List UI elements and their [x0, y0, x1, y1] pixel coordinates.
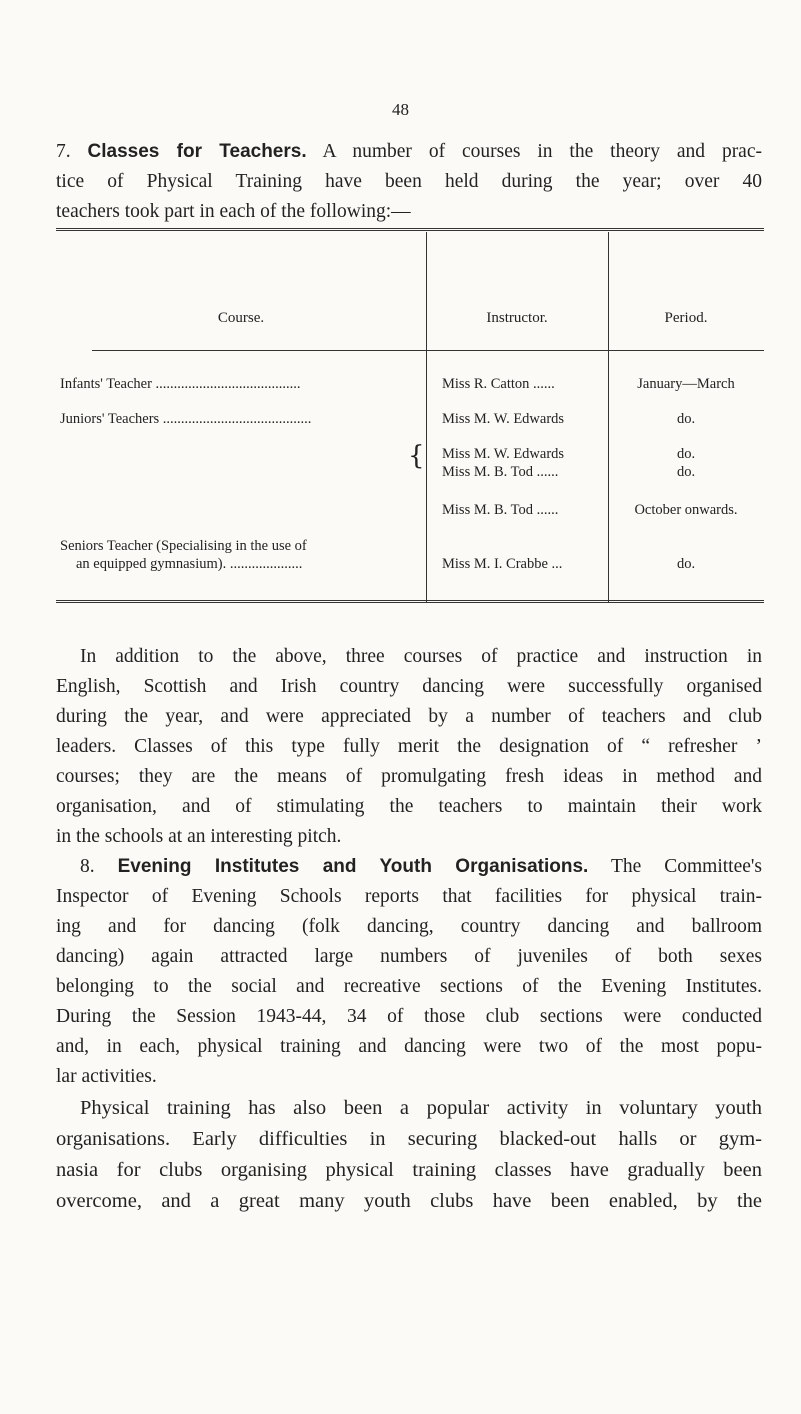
paragraph-line: in the schools at an interesting pitch. [56, 826, 342, 847]
intro-line: tice of Physical Training have been held during the year; over 40 [56, 171, 762, 192]
section-7-intro [56, 137, 762, 227]
section-8-number: 8. [80, 856, 95, 877]
paragraph-line: organisations. Early difficulties in securing blacked-out halls or gym- [56, 1128, 762, 1150]
intro-line: A number of courses in the theory and prac- [322, 141, 762, 162]
table-column-divider [426, 232, 427, 602]
section-7-first-line [56, 137, 762, 167]
section-8-heading: Evening Institutes and Youth Organisations. [117, 856, 589, 877]
section-7-heading: Classes for Teachers. [87, 141, 307, 162]
paragraph-line: nasia for clubs organising physical training classes have gradually been [56, 1159, 762, 1181]
table-row-instructor: Miss M. W. Edwards [442, 411, 565, 427]
table-row-period: January—March [637, 376, 735, 392]
paragraph-line: overcome, and a great many youth clubs have been enabled, by the [56, 1190, 762, 1212]
table-row-instructor: Miss M. B. Tod ...... [442, 502, 559, 518]
table-row-period: do. [676, 411, 696, 427]
table-row-instructor: Miss M. B. Tod ...... [442, 464, 559, 480]
section-8-first-line [56, 852, 762, 882]
youth-paragraph [56, 1093, 762, 1217]
table-bottom-rule [56, 600, 764, 603]
section-7-number: 7. [56, 141, 71, 162]
paragraph-line: and, in each, physical training and dancing were two of the most popu- [56, 1036, 762, 1057]
table-row-course: Infants' Teacher ........................................ [60, 376, 301, 392]
table-row-course: Juniors' Teachers ......................................... [60, 411, 312, 427]
table-row-period: do. [676, 464, 696, 480]
table-row-period: October onwards. [634, 502, 738, 518]
paragraph-line: Physical training has also been a popular activity in voluntary youth [80, 1097, 762, 1119]
table-row-period: do. [676, 446, 696, 462]
table-top-rule [56, 228, 764, 231]
table-row-instructor: Miss M. I. Crabbe ... [442, 556, 563, 572]
paragraph-line: English, Scottish and Irish country dancing were successfully organised [56, 676, 762, 697]
header-course: Course. [217, 310, 265, 326]
page-number: 48 [392, 100, 409, 119]
table-row-instructor: Miss R. Catton ...... [442, 376, 555, 392]
paragraph-line: During the Session 1943-44, 34 of those club sections were conducted [56, 1006, 762, 1027]
paragraph-line: In addition to the above, three courses of practice and instruction in [80, 646, 762, 667]
brace-icon: { [408, 441, 425, 471]
header-rule [92, 350, 764, 351]
country-dancing-paragraph [56, 642, 762, 852]
paragraph-line: leaders. Classes of this type fully merit the designation of “ refresher ’ [56, 736, 762, 757]
intro-line: teachers took part in each of the following:— [56, 201, 411, 222]
section-8-paragraph [56, 852, 762, 1092]
paragraph-line: belonging to the social and recreative sections of the Evening Institutes. [56, 976, 762, 997]
header-instructor: Instructor. [486, 310, 548, 326]
paragraph-line: The Committee's [610, 856, 763, 877]
paragraph-line: organisation, and of stimulating the teachers to maintain their work [56, 796, 762, 817]
table-row-period: do. [676, 556, 696, 572]
paragraph-line: dancing) again attracted large numbers of juveniles of both sexes [56, 946, 762, 967]
table-row-course: Seniors Teacher (Specialising in the use of [60, 538, 307, 554]
paragraph-line: Inspector of Evening Schools reports that facilities for physical train- [56, 886, 762, 907]
header-period: Period. [664, 310, 708, 326]
paragraph-line: lar activities. [56, 1066, 157, 1087]
table-row-instructor: Miss M. W. Edwards [442, 446, 565, 462]
paragraph-line: courses; they are the means of promulgating fresh ideas in method and [56, 766, 762, 787]
table-row-course: an equipped gymnasium). .................... [76, 556, 303, 572]
paragraph-line: ing and for dancing (folk dancing, country dancing and ballroom [56, 916, 762, 937]
paragraph-line: during the year, and were appreciated by a number of teachers and club [56, 706, 762, 727]
